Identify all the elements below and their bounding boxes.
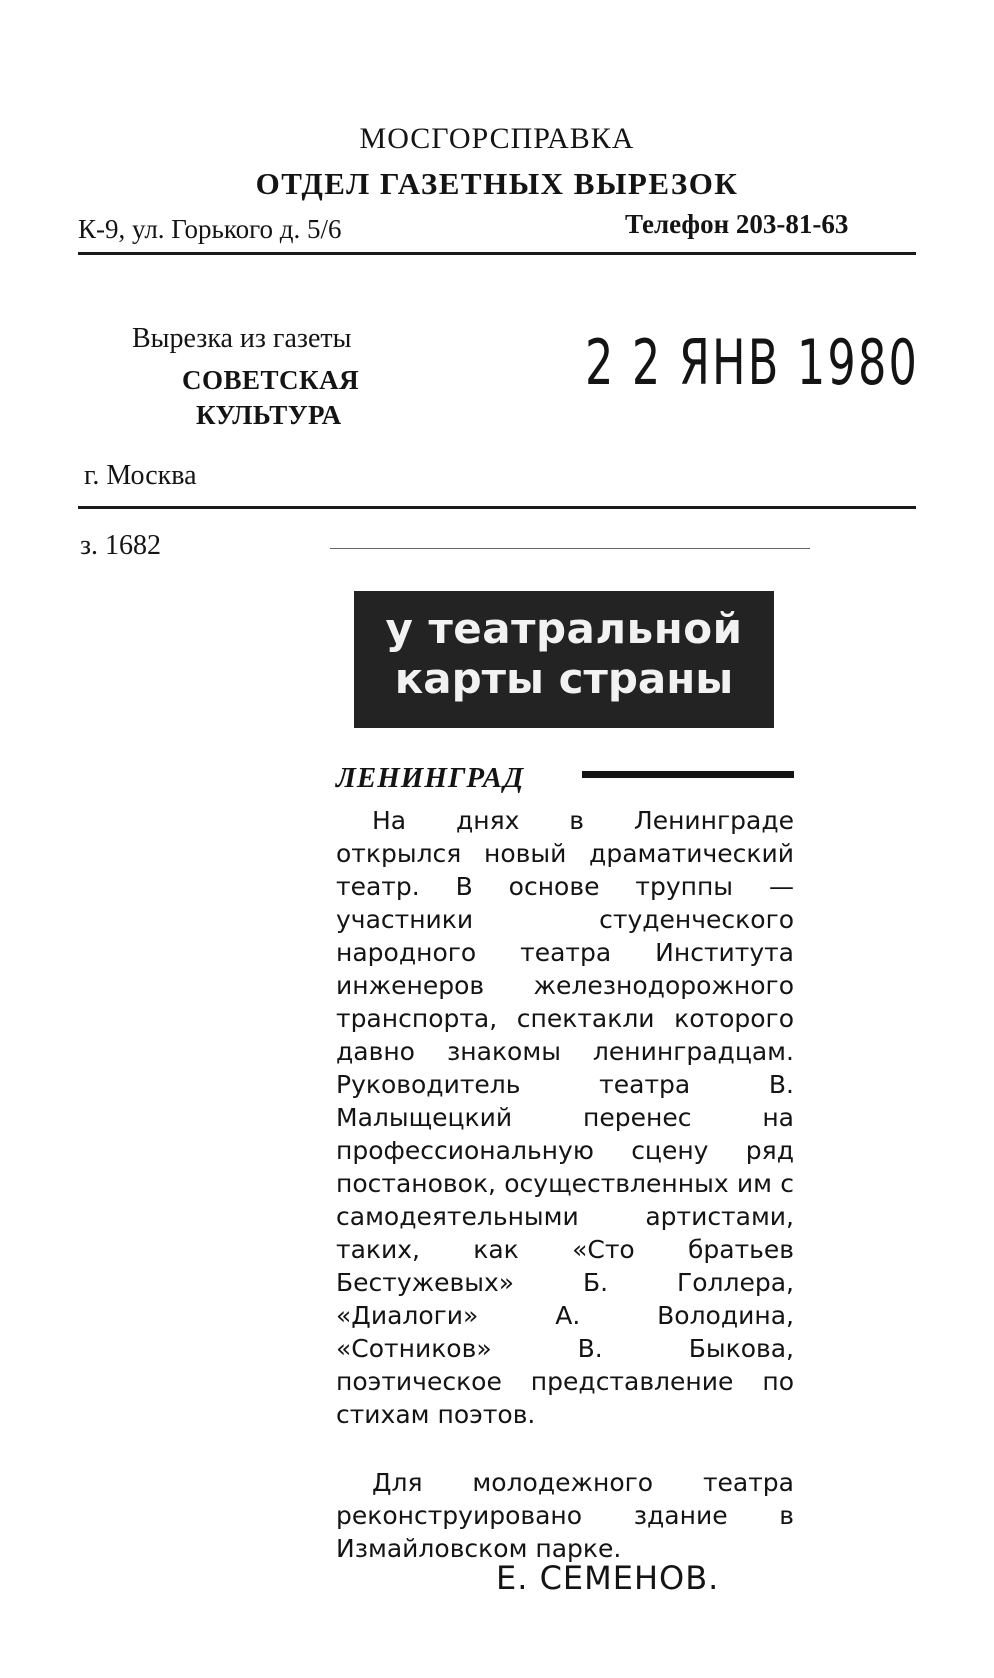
clipping-top-edge xyxy=(330,548,810,549)
article-heading-line2: карты страны xyxy=(394,654,734,703)
stamp-divider xyxy=(78,506,916,509)
agency-address: К-9, ул. Горького д. 5/6 xyxy=(78,214,342,244)
agency-phone: Телефон 203-81-63 xyxy=(625,209,849,239)
article-dateline: ЛЕНИНГРАД xyxy=(336,762,525,794)
newspaper-name-line1: СОВЕТСКАЯ xyxy=(182,365,360,395)
article-heading-line1: у театральной xyxy=(385,604,743,653)
header-divider xyxy=(78,252,916,255)
order-number: з. 1682 xyxy=(80,530,162,561)
dateline-rule xyxy=(582,771,794,778)
newspaper-name-line2: КУЛЬТУРА xyxy=(196,400,342,430)
article-signature: Е. СЕМЕНОВ. xyxy=(496,1559,720,1597)
article-paragraph-2: Для молодежного театра реконструировано здание в Измайловском парке. xyxy=(336,1468,794,1563)
clipping-source-label: Вырезка из газеты xyxy=(132,323,352,354)
article-paragraph-1: На днях в Ленинграде открылся новый драматический театр. В основе труппы — участники студенческого народного театра Института инженеров железнодорожного транспорта, спектакли которого давно знакомы ленинградцам. Руководитель театра В. Малыщецкий перенес на профессиональную сцену ряд постановок, осуществленных им с самодеятельными артистами, таких, как «Сто братьев Бестужевых» Б. Голлера, «Диалоги» А. Володина, «Сотников» В. Быкова, поэтическое представление по стихам поэтов. xyxy=(336,806,794,1429)
date-stamp: 2 2 ЯНВ 1980 xyxy=(585,326,920,399)
newspaper-city: г. Москва xyxy=(84,460,197,491)
agency-name: МОСГОРСПРАВКА xyxy=(359,122,635,155)
department-name: ОТДЕЛ ГАЗЕТНЫХ ВЫРЕЗОК xyxy=(255,166,739,201)
